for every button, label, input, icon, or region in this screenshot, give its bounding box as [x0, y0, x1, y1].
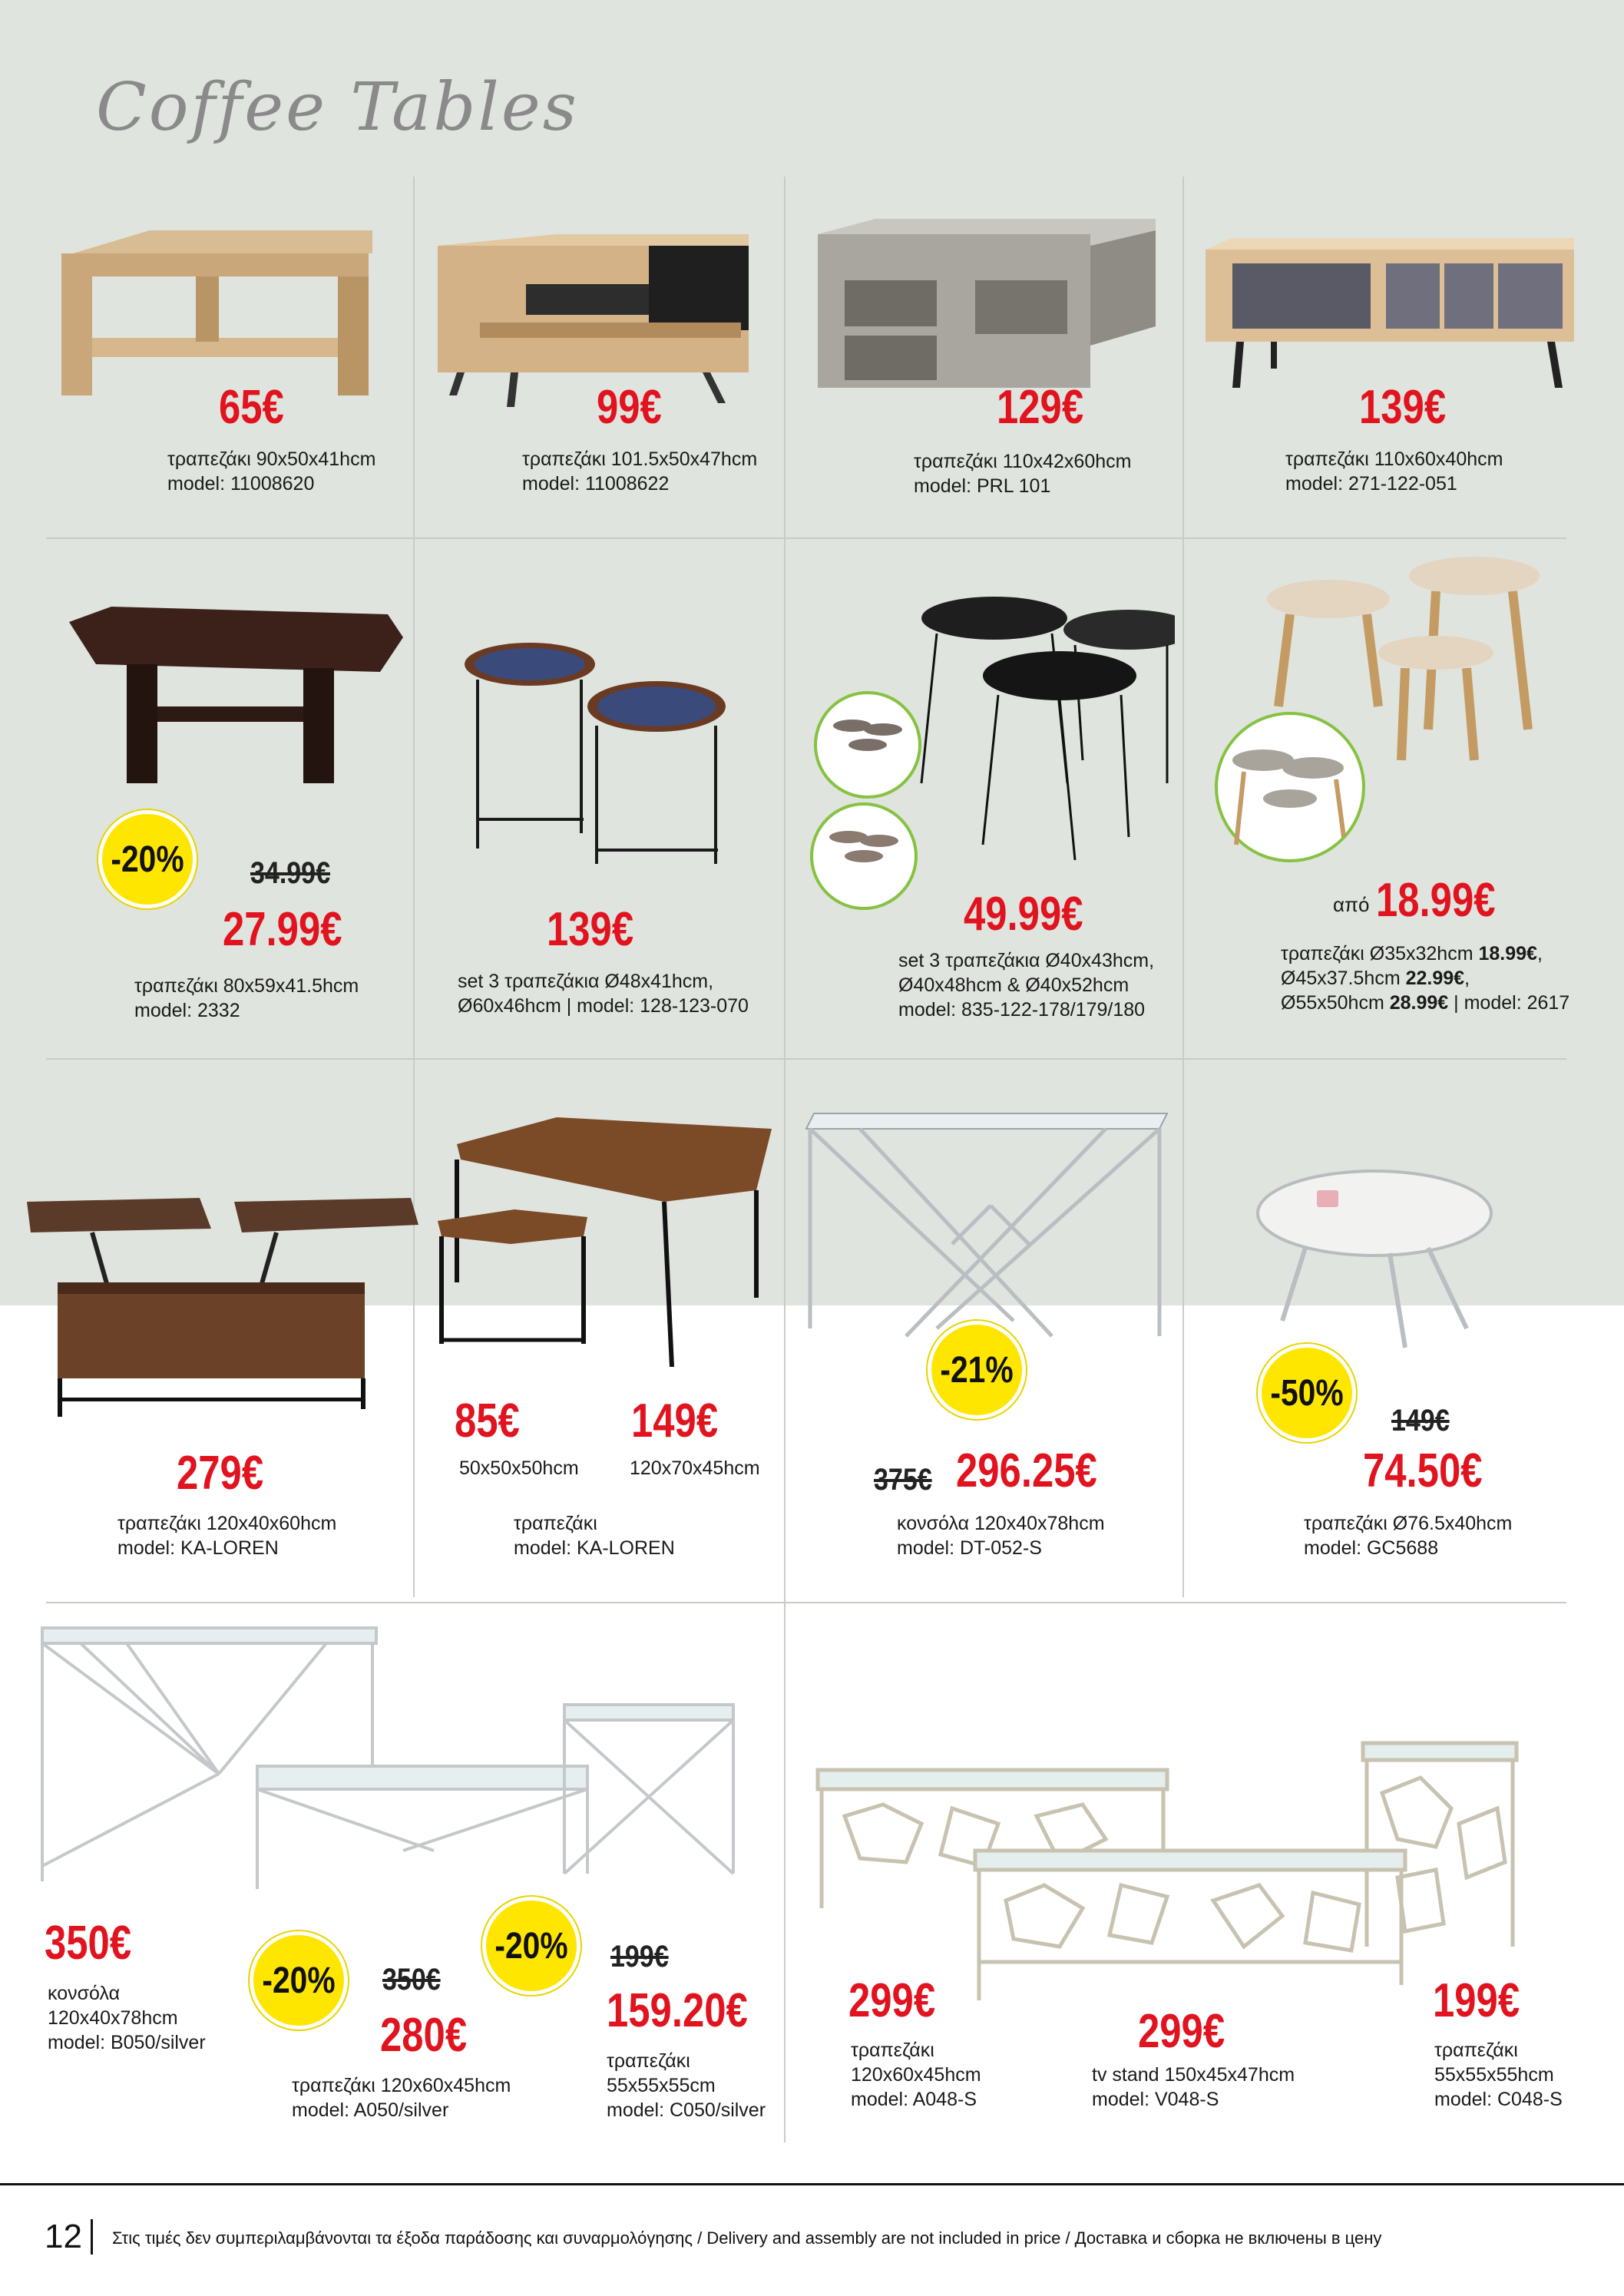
product-description: 120x40x78hcm [48, 2007, 178, 2029]
page-title: Coffee Tables [96, 69, 579, 146]
product-model: model: DT-052-S [897, 1537, 1042, 1559]
discount-label: -21% [940, 1349, 1014, 1391]
product-model: model: A048-S [851, 2089, 977, 2110]
product-description: tv stand 150x45x47hcm [1092, 2064, 1295, 2086]
product-model: model: 11008622 [522, 473, 670, 495]
coffee-table-image [1202, 234, 1578, 392]
page-number: 12 [45, 2218, 82, 2255]
lift-top-table-image [23, 1198, 422, 1428]
product-description: τραπεζάκι [607, 2050, 690, 2072]
price: 139€ [1359, 381, 1447, 434]
old-price: 34.99€ [250, 856, 330, 890]
discount-label: -20% [494, 1925, 568, 1967]
discount-label: -20% [111, 839, 184, 880]
price: 299€ [848, 1974, 936, 2027]
price-prefix: από [1333, 893, 1370, 916]
price: 99€ [597, 381, 662, 434]
product-model: model: KA-LOREN [117, 1537, 279, 1559]
product-description: τραπεζάκι [851, 2040, 934, 2061]
footer-disclaimer: Στις τιμές δεν συμπεριλαμβάνονται τα έξοδα παράδοσης και συναρμολόγησης / Delivery and assembly are not included in price / Доставка и сборка не включены в цену [112, 2228, 1382, 2248]
price: 199€ [1433, 1974, 1520, 2027]
product-description: τραπεζάκι 90x50x41hcm [167, 448, 376, 470]
product-model: model: KA-LOREN [514, 1537, 675, 1559]
page-number-separator [91, 2219, 93, 2255]
price: 149€ [631, 1394, 719, 1447]
product-model: model: A050/silver [292, 2099, 449, 2121]
product-description: Ø45x37.5hcm 22.99€, [1281, 968, 1470, 989]
product-description: set 3 τραπεζάκια Ø40x43hcm, [898, 950, 1155, 971]
product-model: model: 271-122-051 [1285, 473, 1457, 495]
price: 139€ [547, 903, 634, 956]
wire-tables-set-image [35, 1620, 764, 1889]
grid-divider [46, 538, 1566, 539]
product-size: 120x70x45hcm [630, 1457, 760, 1479]
glass-tables-set-image [814, 1732, 1566, 2016]
product-description: τραπεζάκι [514, 1513, 597, 1534]
price: 299€ [1138, 2005, 1225, 2058]
grid-divider [46, 1602, 1566, 1603]
product-description: τραπεζάκι Ø76.5x40hcm [1304, 1513, 1513, 1534]
grid-divider [784, 177, 786, 2142]
old-price: 350€ [382, 1963, 441, 1997]
product-description: Ø55x50hcm 28.99€ | model: 2617 [1281, 992, 1570, 1014]
price: 85€ [455, 1394, 520, 1447]
discount-label: -20% [262, 1960, 336, 2001]
discount-label: -50% [1270, 1372, 1344, 1414]
price: 279€ [177, 1447, 264, 1500]
price: 280€ [380, 2009, 468, 2062]
product-model: model: V048-S [1092, 2089, 1219, 2110]
grid-divider [46, 1058, 1566, 1060]
price: 18.99€ [1376, 874, 1496, 927]
product-description: Ø40x48hcm & Ø40x52hcm [898, 974, 1130, 996]
product-model: model: C050/silver [607, 2099, 766, 2121]
product-description: τραπεζάκι 80x59x41.5hcm [134, 975, 359, 997]
old-price: 199€ [610, 1940, 669, 1973]
product-model: model: 2332 [134, 1000, 240, 1021]
product-description: τραπεζάκι 110x60x40hcm [1285, 448, 1503, 470]
coffee-table-image [434, 230, 756, 407]
product-model: model: GC5688 [1304, 1537, 1439, 1559]
coffee-table-image [814, 219, 1159, 403]
price: 296.25€ [956, 1444, 1097, 1497]
price: 65€ [219, 381, 284, 434]
product-model: model: 835-122-178/179/180 [898, 999, 1146, 1021]
footer-divider [0, 2183, 1624, 2185]
table-set-image [434, 1113, 772, 1367]
product-size: 55x55x55cm [607, 2075, 716, 2096]
nesting-tables-image [806, 591, 1175, 929]
price: 27.99€ [223, 903, 342, 956]
product-description: τραπεζάκι 101.5x50x47hcm [522, 448, 758, 470]
grid-divider [1182, 177, 1184, 1597]
product-size: 50x50x50hcm [459, 1457, 579, 1479]
product-description: τραπεζάκι 110x42x60hcm [914, 451, 1132, 472]
price: 129€ [997, 381, 1084, 434]
nesting-tables-image [461, 641, 729, 872]
discount-badge [928, 1321, 1026, 1419]
nesting-tables-image [1206, 553, 1566, 868]
product-size: 120x60x45hcm [851, 2064, 981, 2086]
product-description: τραπεζάκι 120x60x45hcm [292, 2075, 511, 2096]
product-description: τραπεζάκι 120x40x60hcm [117, 1513, 337, 1534]
product-model: model: C048-S [1434, 2089, 1563, 2110]
product-description: τραπεζάκι Ø35x32hcm 18.99€, [1281, 943, 1543, 964]
product-description: κονσόλα 120x40x78hcm [897, 1513, 1105, 1534]
discount-badge [98, 810, 197, 908]
price: 74.50€ [1363, 1444, 1483, 1497]
product-description: set 3 τραπεζάκια Ø48x41hcm, [458, 971, 714, 992]
product-model: model: 11008620 [167, 473, 315, 495]
product-model: model: B050/silver [48, 2032, 206, 2053]
discount-badge [482, 1897, 580, 1995]
product-size: 55x55x55hcm [1434, 2064, 1554, 2086]
price: 49.99€ [964, 888, 1083, 941]
round-table-image [1252, 1167, 1497, 1359]
coffee-table-image [58, 223, 380, 407]
product-model: model: PRL 101 [914, 475, 1051, 497]
coffee-table-image [65, 607, 403, 791]
price: 159.20€ [607, 1984, 748, 2037]
product-description: τραπεζάκι [1434, 2040, 1518, 2061]
price: 350€ [45, 1917, 132, 1970]
product-model: Ø60x46hcm | model: 128-123-070 [458, 995, 749, 1017]
old-price: 149€ [1391, 1404, 1450, 1437]
product-description: κονσόλα [48, 1983, 121, 2004]
discount-badge [1258, 1344, 1356, 1442]
discount-badge [250, 1931, 348, 2030]
old-price: 375€ [874, 1463, 932, 1497]
